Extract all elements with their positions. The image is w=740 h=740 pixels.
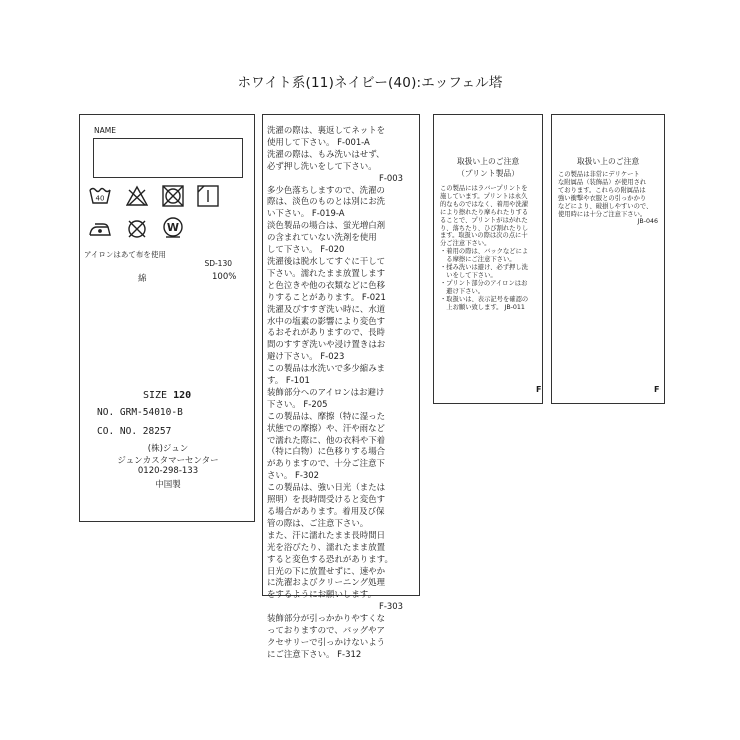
fiber-name: 綿 — [138, 274, 147, 284]
maker-name: (株)ジュン — [147, 444, 189, 454]
text-line: 洗濯後は脱水してすぐに干して — [267, 255, 386, 266]
product-number: NO. GRM-54010-B — [97, 407, 183, 418]
text-line: 使用して下さい。 F-001-A — [267, 136, 370, 147]
caution-body — [558, 171, 658, 226]
text-line: 強い衝撃や衣服との引っかかり — [558, 194, 647, 202]
no-bleach-icon — [126, 185, 148, 207]
text-line: な附属品（装飾品）が使用され — [558, 178, 647, 186]
text-line: により擦れたり摩られたりする — [440, 208, 529, 216]
text-line: 洗濯の際は、裏返してネットを — [267, 125, 386, 135]
text-line: い下さい。 F-019-A — [267, 208, 345, 219]
text-line: と色泣きや他の衣類などに色移 — [267, 279, 386, 290]
text-line: るおそれがありますので、長時 — [267, 327, 385, 338]
size-value: 120 — [173, 390, 192, 401]
text-line: 装飾部分へのアイロンはお避け — [267, 386, 385, 397]
text-line: 使用時には十分ご注意下さい。 — [558, 210, 647, 218]
text-line: 装飾部分が引っかかりやすくな — [267, 613, 386, 624]
text-line: また、汗に濡れたまま長時間日 — [267, 529, 386, 540]
text-line: ・着用の際は、バックなどによ — [440, 248, 529, 256]
care-text-block — [267, 125, 403, 661]
text-line: して下さい。 F-020 — [267, 244, 345, 255]
wet-clean-text: W — [166, 221, 180, 234]
text-line: 状態での摩擦）や、汗や雨など — [267, 422, 385, 433]
f-mark: F — [654, 385, 660, 394]
text-line: 間のすすぎ洗いや浸け置きはお — [267, 339, 386, 350]
text-line: すると変色する恐れがあります。 — [267, 553, 393, 564]
text-line: にご注意下さい。 F-312 — [267, 648, 362, 659]
wet-clean-w-icon — [162, 216, 184, 238]
text-line: 洗濯及びすすぎ洗い時に、水道 — [267, 303, 386, 314]
text-line: る摩擦にご注意下さい。 — [440, 256, 516, 264]
text-line: 分ご注意下さい。 — [440, 240, 491, 248]
text-line: ます。取扱いの際は次の点に十 — [440, 232, 528, 240]
no-tumble-dry-icon — [162, 185, 184, 207]
text-line: F-003 — [378, 172, 403, 183]
text-line: この製品は、摩擦（特に湿った — [267, 410, 386, 421]
text-line: ております。これらの附属品は — [558, 186, 646, 194]
text-line: りすることがあります。 F-021 — [267, 291, 386, 302]
text-line: ・取扱いは、表示記号を確認の — [440, 295, 529, 303]
text-line: 淡色製品の場合は、蛍光増白剤 — [267, 220, 386, 231]
phone-number: 0120-298-133 — [137, 466, 199, 476]
text-line: いをして下さい。 — [440, 271, 497, 279]
iron-low-icon — [89, 218, 111, 240]
page-title: ホワイト系(11)ネイビー(40):エッフェル塔 — [237, 75, 503, 91]
text-line: ・プリント部分のアイロンはお — [440, 279, 528, 287]
sd-code: SD-130 — [204, 259, 232, 268]
text-line: ・揉み洗いは避け、必ず押し洗 — [440, 264, 528, 272]
text-line: 上お願い致します。 JB-011 — [440, 303, 525, 311]
text-line: の含まれていない洗剤を使用 — [267, 232, 377, 243]
size-line — [143, 390, 191, 401]
wash-temp-text: 40 — [95, 194, 105, 203]
caution-heading: 取扱い上のご注意 — [456, 157, 520, 166]
print-caution-label — [433, 114, 543, 404]
fiber-percent: 100% — [212, 272, 237, 282]
no-dry-clean-icon — [126, 218, 148, 240]
text-line: 多少色落ちしますので、洗濯の — [267, 184, 385, 195]
main-tag-label — [79, 114, 255, 522]
size-label: SIZE — [143, 390, 168, 401]
text-line: 水中の塩素の影響により変色す — [267, 315, 386, 326]
accessory-caution-label — [551, 114, 665, 404]
text-line: この製品は水洗いで多少縮みま — [267, 363, 386, 374]
text-line: 光を浴びたり、濡れたまま放置 — [267, 541, 386, 552]
caution-body — [440, 185, 528, 312]
wash-basin-40-icon — [89, 185, 111, 207]
text-line: この製品は、強い日光（または — [267, 482, 386, 493]
text-line: る場合があります。着用及び保 — [267, 506, 385, 516]
text-line: 下さい。 F-205 — [267, 398, 328, 409]
text-line: 洗濯の際は、もみ洗いはせず、 — [267, 148, 385, 159]
customer-center: ジュンカスタマーセンター — [117, 456, 219, 466]
text-line: 避け下さい。 — [440, 287, 485, 295]
text-line: などにより、破損しやすいので、 — [558, 202, 653, 210]
name-label: NAME — [94, 126, 116, 135]
text-line: 避け下さい。 F-023 — [267, 351, 345, 362]
line-dry-shade-icon — [197, 185, 219, 207]
text-line: をするようにお願いします。 — [267, 589, 377, 600]
text-line: 照明）を長時間受けると変色す — [267, 494, 386, 505]
text-line: 下さい。濡れたまま放置します — [267, 267, 386, 278]
text-line: す。 F-101 — [267, 375, 310, 386]
country-of-origin: 中国製 — [155, 480, 181, 490]
care-instructions-label — [262, 114, 420, 659]
text-line: この製品は非常にデリケート — [558, 171, 640, 178]
text-line: 必ず押し洗いをして下さい。 — [267, 160, 377, 171]
text-line: クセサリーで引っかけないよう — [267, 636, 386, 647]
text-line: この製品にはラバープリントを — [440, 185, 528, 192]
text-line: 日光の下に放置せずに、速やか — [267, 565, 386, 576]
text-line: り、落ちたり、ひび割れたりし — [440, 224, 529, 232]
text-line: （特に白物）に色移りする場合 — [267, 446, 386, 457]
text-line: で濡れた際に、他の衣料や下着 — [267, 434, 386, 445]
text-line: F-303 — [378, 601, 403, 612]
text-line: 際は、淡色のものとは別にお洗 — [267, 196, 386, 207]
caution-subheading: （プリント製品） — [456, 169, 520, 178]
text-line: 施しています。プリントは永久 — [440, 192, 528, 200]
name-write-box — [93, 138, 243, 178]
text-line: さい。 F-302 — [267, 470, 319, 481]
text-line: に洗濯およびクリーニング処理 — [267, 577, 385, 588]
caution-heading: 取扱い上のご注意 — [576, 157, 640, 166]
text-line: 的なものではなく、着用や洗濯 — [440, 200, 529, 208]
text-line: ることで、プリントがはがれた — [440, 216, 528, 224]
text-line: JB-046 — [637, 218, 658, 226]
f-mark: F — [536, 385, 542, 394]
text-line: 管の際は、ご注意下さい。 — [267, 517, 369, 528]
text-line: っておりますので、バッグやア — [267, 625, 385, 636]
co-number: CO. NO. 28257 — [97, 426, 172, 437]
iron-note: アイロンはあて布を使用 — [84, 250, 166, 259]
text-line: がありますので、十分ご注意下 — [267, 458, 385, 469]
